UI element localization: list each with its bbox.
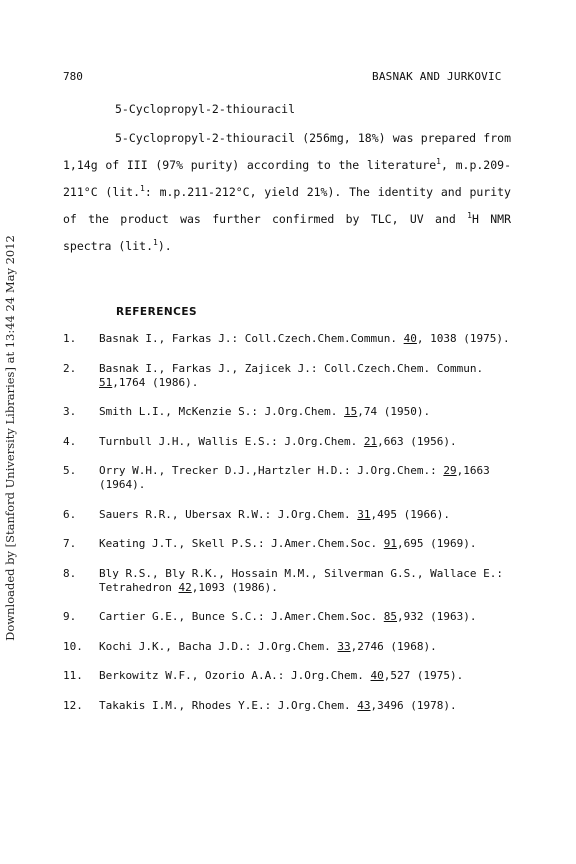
- reference-citation: Basnak I., Farkas J., Zajicek J.: Coll.Czech.Chem. Commun.: [99, 361, 484, 375]
- compound-subtitle: 5-Cyclopropyl-2-thiouracil: [115, 102, 296, 116]
- reference-volume: 33: [337, 639, 351, 653]
- reference-volume: 40: [370, 669, 384, 682]
- reference-number: 11.: [63, 669, 83, 682]
- reference-citation: Berkowitz W.F., Ozorio A.A.: J.Org.Chem.: [99, 669, 371, 682]
- reference-item: [63, 537, 511, 551]
- download-watermark: [3, 235, 17, 641]
- experimental-section: [63, 98, 511, 260]
- reference-volume: 40: [403, 332, 417, 345]
- reference-citation: Keating J.T., Skell P.S.: J.Amer.Chem.Soc.: [99, 537, 384, 550]
- citation-superscript: 1: [436, 157, 441, 166]
- reference-number: 7.: [63, 537, 77, 550]
- reference-pages-year: , 1038 (1975).: [416, 332, 510, 345]
- reference-text: [99, 537, 511, 551]
- reference-text: [99, 332, 511, 346]
- reference-pages-year: ,932 (1963).: [397, 610, 477, 623]
- isotope-superscript: 1: [467, 211, 472, 220]
- reference-item: [63, 508, 511, 522]
- reference-volume: 42: [178, 580, 192, 594]
- reference-citation: Orry W.H., Trecker D.J.,Hartzler H.D.: J.Org.Chem.:: [99, 464, 444, 477]
- reference-text: [99, 567, 511, 595]
- reference-pages-year: ,3496 (1978).: [370, 698, 457, 712]
- download-watermark-text: Downloaded by [Stanford University Libraries] at 13:44 24 May 2012: [3, 235, 17, 641]
- reference-number: 9.: [63, 610, 77, 623]
- reference-volume: 29: [443, 464, 457, 477]
- reference-item: [63, 464, 511, 492]
- reference-text: [99, 464, 511, 492]
- reference-number: 1.: [63, 332, 77, 345]
- reference-number: 12.: [63, 698, 83, 712]
- reference-citation: Bly R.S., Bly R.K., Hossain M.M., Silverman G.S., Wallace E.: Tetrahedron: [99, 566, 503, 594]
- reference-volume: 15: [344, 405, 358, 418]
- reference-text: [99, 610, 511, 624]
- running-header-authors: BASNAK AND JURKOVIC: [372, 70, 502, 83]
- reference-citation: Basnak I., Farkas J.: Coll.Czech.Chem.Commun.: [99, 332, 404, 345]
- citation-superscript: 1: [153, 238, 158, 247]
- reference-volume: 43: [357, 698, 371, 712]
- reference-volume: 85: [383, 610, 398, 623]
- reference-item: [63, 332, 511, 346]
- reference-citation: Kochi J.K., Bacha J.D.: J.Org.Chem.: [99, 639, 338, 653]
- reference-number: 5.: [63, 464, 77, 477]
- paragraph-text-4: H NMR spectra (lit.: [63, 212, 511, 253]
- references-heading: REFERENCES: [116, 306, 198, 318]
- reference-number: 8.: [63, 566, 77, 580]
- reference-item: [63, 669, 511, 683]
- reference-number: 6.: [63, 507, 77, 521]
- reference-text: [99, 362, 511, 390]
- reference-item: [63, 405, 511, 419]
- reference-citation: Cartier G.E., Bunce S.C.: J.Amer.Chem.Soc.: [99, 610, 384, 623]
- reference-text: [99, 508, 511, 522]
- reference-pages-year: ,663 (1956).: [377, 434, 457, 448]
- paragraph-text-3: : m.p.211-212°C, yield 21%). The identity and purity of the product was further confirmed by TLC, UV and: [63, 185, 511, 226]
- reference-text: [99, 669, 511, 683]
- reference-volume: 51: [99, 375, 113, 389]
- reference-citation: Sauers R.R., Ubersax R.W.: J.Org.Chem.: [99, 507, 358, 521]
- reference-text: [99, 435, 511, 449]
- paragraph-text-1: 5-Cyclopropyl-2-thiouracil (256mg, 18%) was prepared from 1,14g of III (97% purity) according to the literature: [63, 131, 511, 172]
- reference-pages-year: ,2746 (1968).: [350, 639, 437, 653]
- paragraph-text-5: ).: [157, 239, 172, 253]
- reference-pages-year: ,495 (1966).: [370, 507, 451, 521]
- reference-pages-year: ,1764 (1986).: [112, 375, 199, 389]
- reference-number: 4.: [63, 434, 77, 448]
- reference-item: [63, 435, 511, 449]
- reference-volume: 91: [383, 537, 398, 550]
- reference-citation: Smith L.I., McKenzie S.: J.Org.Chem.: [99, 405, 345, 418]
- reference-text: [99, 640, 511, 654]
- reference-number: 10.: [63, 639, 83, 653]
- reference-volume: 21: [363, 434, 378, 448]
- page-number: 780: [63, 70, 83, 83]
- reference-citation: Turnbull J.H., Wallis E.S.: J.Org.Chem.: [99, 434, 364, 448]
- reference-pages-year: ,74 (1950).: [357, 405, 431, 418]
- reference-number: 3.: [63, 405, 77, 418]
- reference-pages-year: ,1663 (1964).: [99, 464, 490, 491]
- reference-pages-year: ,1093 (1986).: [191, 580, 278, 594]
- references-list: [63, 332, 511, 728]
- citation-superscript: 1: [140, 184, 145, 193]
- reference-item: [63, 567, 511, 595]
- reference-pages-year: ,695 (1969).: [397, 537, 477, 550]
- reference-text: [99, 699, 511, 713]
- compound-paragraph: [63, 125, 511, 260]
- reference-item: [63, 699, 511, 713]
- reference-number: 2.: [63, 361, 77, 375]
- reference-text: [99, 405, 511, 419]
- reference-citation: Takakis I.M., Rhodes Y.E.: J.Org.Chem.: [99, 698, 358, 712]
- reference-pages-year: ,527 (1975).: [383, 669, 464, 682]
- paragraph-text-2: , m.p.209-211°C (lit.: [63, 158, 511, 199]
- reference-item: [63, 362, 511, 390]
- reference-item: [63, 640, 511, 654]
- reference-volume: 31: [357, 507, 371, 521]
- reference-item: [63, 610, 511, 624]
